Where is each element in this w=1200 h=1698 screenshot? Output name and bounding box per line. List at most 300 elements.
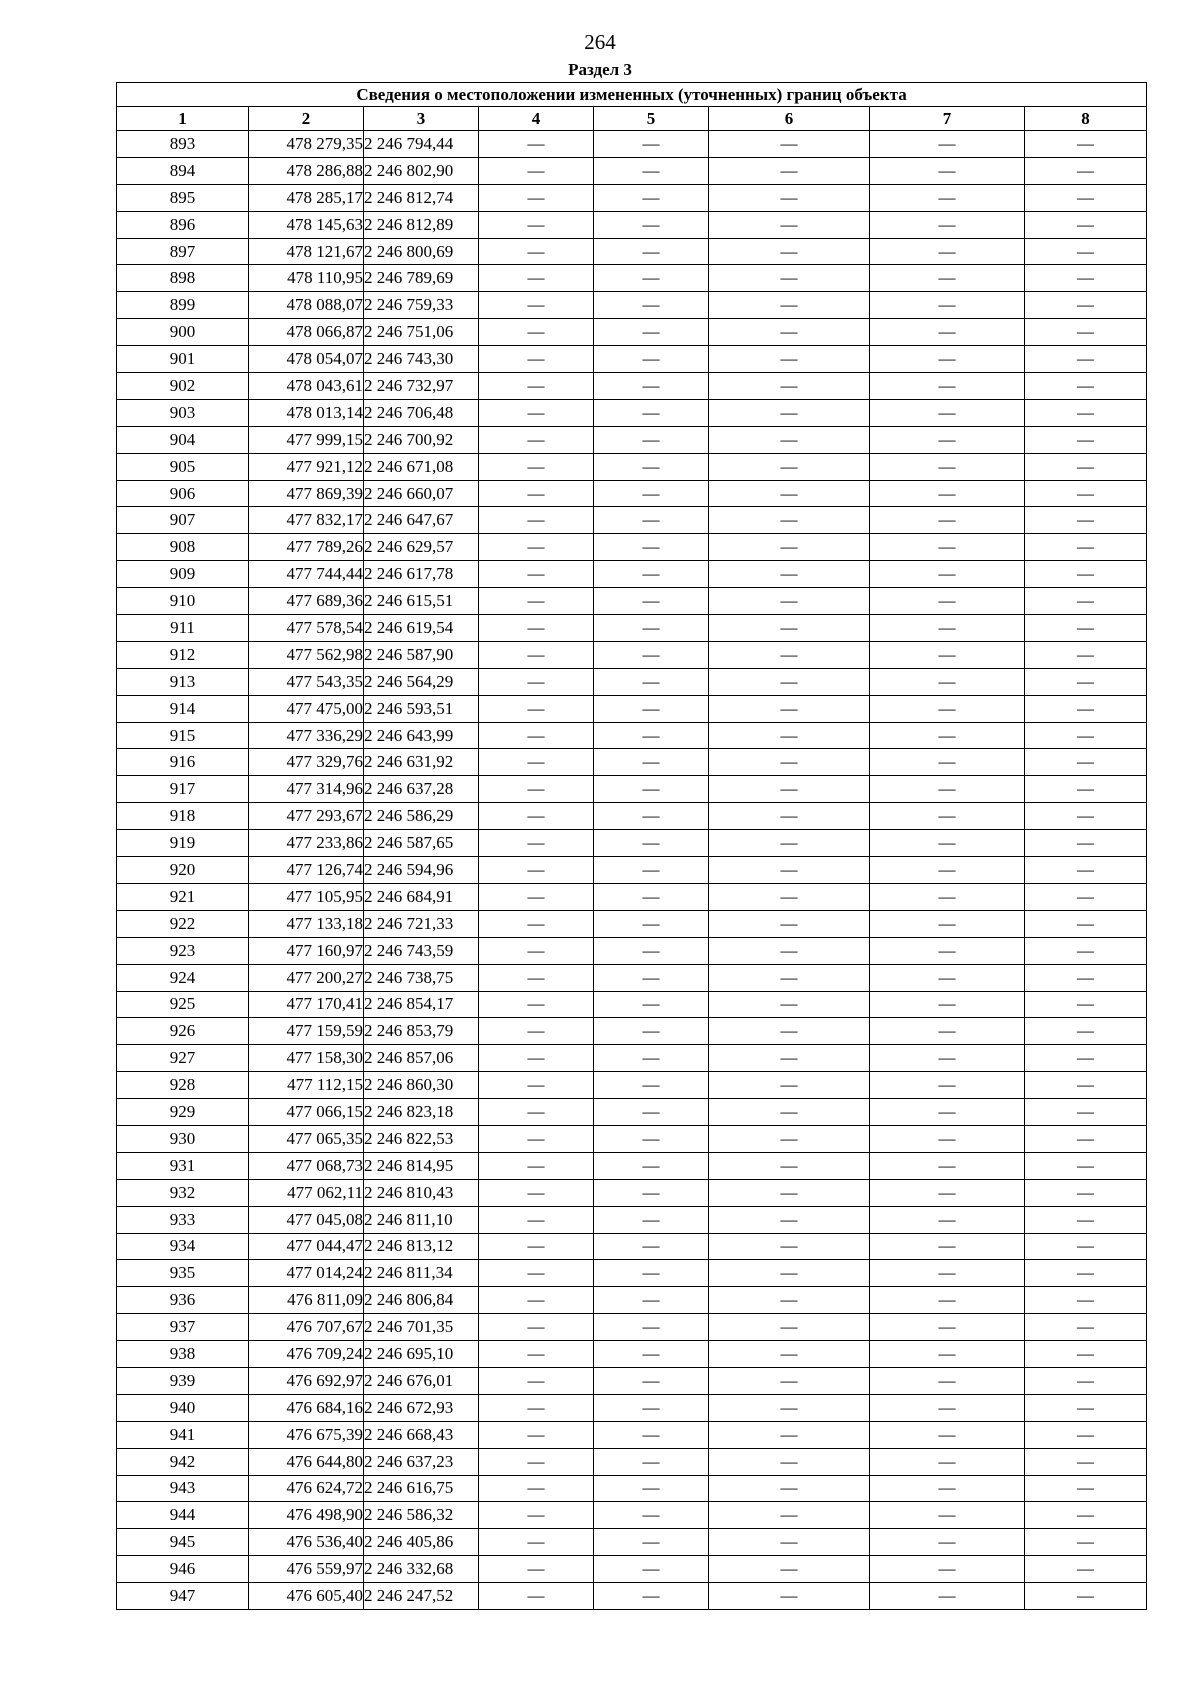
y-coordinate-cell: 2 246 802,90 (364, 157, 479, 184)
x-coordinate-cell: 477 789,26 (249, 534, 364, 561)
table-row (117, 1287, 1147, 1314)
empty-value-cell: — (479, 803, 594, 830)
x-coordinate-cell: 476 644,80 (249, 1448, 364, 1475)
empty-value-cell: — (870, 131, 1025, 158)
table-row (117, 1529, 1147, 1556)
empty-value-cell: — (870, 346, 1025, 373)
empty-value-cell: — (1025, 1179, 1147, 1206)
empty-value-cell: — (479, 937, 594, 964)
empty-value-cell: — (870, 157, 1025, 184)
empty-value-cell: — (594, 1125, 709, 1152)
empty-value-cell: — (709, 346, 870, 373)
empty-value-cell: — (594, 749, 709, 776)
y-coordinate-cell: 2 246 854,17 (364, 991, 479, 1018)
empty-value-cell: — (594, 910, 709, 937)
point-number-cell: 936 (117, 1287, 249, 1314)
empty-value-cell: — (594, 1556, 709, 1583)
empty-value-cell: — (709, 157, 870, 184)
x-coordinate-cell: 478 043,61 (249, 373, 364, 400)
empty-value-cell: — (479, 373, 594, 400)
empty-value-cell: — (870, 1287, 1025, 1314)
empty-value-cell: — (1025, 1152, 1147, 1179)
empty-value-cell: — (594, 937, 709, 964)
table-row (117, 131, 1147, 158)
empty-value-cell: — (1025, 857, 1147, 884)
point-number-cell: 929 (117, 1099, 249, 1126)
y-coordinate-cell: 2 246 732,97 (364, 373, 479, 400)
empty-value-cell: — (594, 211, 709, 238)
column-header-6: 6 (709, 107, 870, 131)
empty-value-cell: — (479, 749, 594, 776)
empty-value-cell: — (1025, 346, 1147, 373)
empty-value-cell: — (479, 292, 594, 319)
x-coordinate-cell: 476 811,09 (249, 1287, 364, 1314)
y-coordinate-cell: 2 246 637,28 (364, 776, 479, 803)
empty-value-cell: — (479, 507, 594, 534)
empty-value-cell: — (870, 1152, 1025, 1179)
empty-value-cell: — (1025, 1502, 1147, 1529)
table-row (117, 910, 1147, 937)
empty-value-cell: — (870, 1206, 1025, 1233)
x-coordinate-cell: 477 068,73 (249, 1152, 364, 1179)
empty-value-cell: — (479, 830, 594, 857)
empty-value-cell: — (479, 399, 594, 426)
empty-value-cell: — (594, 1260, 709, 1287)
y-coordinate-cell: 2 246 668,43 (364, 1421, 479, 1448)
empty-value-cell: — (870, 641, 1025, 668)
empty-value-cell: — (870, 1421, 1025, 1448)
table-row (117, 991, 1147, 1018)
table-row (117, 1502, 1147, 1529)
point-number-cell: 945 (117, 1529, 249, 1556)
point-number-cell: 895 (117, 184, 249, 211)
empty-value-cell: — (594, 1475, 709, 1502)
empty-value-cell: — (709, 1475, 870, 1502)
empty-value-cell: — (1025, 1206, 1147, 1233)
point-number-cell: 922 (117, 910, 249, 937)
y-coordinate-cell: 2 246 594,96 (364, 857, 479, 884)
table-row (117, 857, 1147, 884)
empty-value-cell: — (1025, 319, 1147, 346)
table-row (117, 803, 1147, 830)
empty-value-cell: — (1025, 641, 1147, 668)
empty-value-cell: — (870, 1529, 1025, 1556)
empty-value-cell: — (1025, 1448, 1147, 1475)
empty-value-cell: — (1025, 910, 1147, 937)
y-coordinate-cell: 2 246 247,52 (364, 1583, 479, 1610)
empty-value-cell: — (1025, 1233, 1147, 1260)
table-row (117, 1448, 1147, 1475)
table-row (117, 211, 1147, 238)
empty-value-cell: — (479, 131, 594, 158)
empty-value-cell: — (594, 238, 709, 265)
empty-value-cell: — (479, 1367, 594, 1394)
table-row (117, 1045, 1147, 1072)
y-coordinate-cell: 2 246 564,29 (364, 668, 479, 695)
table-row (117, 1125, 1147, 1152)
x-coordinate-cell: 476 536,40 (249, 1529, 364, 1556)
table-row (117, 722, 1147, 749)
empty-value-cell: — (709, 615, 870, 642)
column-header-7: 7 (870, 107, 1025, 131)
column-header-4: 4 (479, 107, 594, 131)
table-row (117, 695, 1147, 722)
empty-value-cell: — (870, 1099, 1025, 1126)
empty-value-cell: — (479, 1045, 594, 1072)
empty-value-cell: — (594, 346, 709, 373)
point-number-cell: 940 (117, 1394, 249, 1421)
empty-value-cell: — (594, 507, 709, 534)
y-coordinate-cell: 2 246 860,30 (364, 1072, 479, 1099)
table-row (117, 937, 1147, 964)
x-coordinate-cell: 478 286,88 (249, 157, 364, 184)
empty-value-cell: — (594, 1529, 709, 1556)
point-number-cell: 921 (117, 883, 249, 910)
empty-value-cell: — (709, 1125, 870, 1152)
empty-value-cell: — (1025, 1314, 1147, 1341)
y-coordinate-cell: 2 246 743,30 (364, 346, 479, 373)
x-coordinate-cell: 477 200,27 (249, 964, 364, 991)
point-number-cell: 916 (117, 749, 249, 776)
empty-value-cell: — (870, 426, 1025, 453)
empty-value-cell: — (870, 1583, 1025, 1610)
x-coordinate-cell: 477 014,24 (249, 1260, 364, 1287)
y-coordinate-cell: 2 246 789,69 (364, 265, 479, 292)
empty-value-cell: — (594, 1367, 709, 1394)
point-number-cell: 933 (117, 1206, 249, 1233)
column-header-3: 3 (364, 107, 479, 131)
y-coordinate-cell: 2 246 593,51 (364, 695, 479, 722)
empty-value-cell: — (594, 668, 709, 695)
empty-value-cell: — (709, 910, 870, 937)
empty-value-cell: — (1025, 1475, 1147, 1502)
empty-value-cell: — (870, 857, 1025, 884)
empty-value-cell: — (479, 1394, 594, 1421)
empty-value-cell: — (1025, 453, 1147, 480)
empty-value-cell: — (870, 453, 1025, 480)
y-coordinate-cell: 2 246 800,69 (364, 238, 479, 265)
empty-value-cell: — (870, 319, 1025, 346)
y-coordinate-cell: 2 246 700,92 (364, 426, 479, 453)
empty-value-cell: — (870, 1502, 1025, 1529)
point-number-cell: 896 (117, 211, 249, 238)
x-coordinate-cell: 477 158,30 (249, 1045, 364, 1072)
empty-value-cell: — (1025, 292, 1147, 319)
empty-value-cell: — (870, 1475, 1025, 1502)
empty-value-cell: — (594, 1206, 709, 1233)
point-number-cell: 899 (117, 292, 249, 319)
y-coordinate-cell: 2 246 643,99 (364, 722, 479, 749)
empty-value-cell: — (1025, 1018, 1147, 1045)
empty-value-cell: — (709, 641, 870, 668)
y-coordinate-cell: 2 246 637,23 (364, 1448, 479, 1475)
empty-value-cell: — (709, 1421, 870, 1448)
empty-value-cell: — (594, 883, 709, 910)
empty-value-cell: — (870, 399, 1025, 426)
point-number-cell: 915 (117, 722, 249, 749)
empty-value-cell: — (870, 1260, 1025, 1287)
empty-value-cell: — (479, 1260, 594, 1287)
empty-value-cell: — (479, 534, 594, 561)
empty-value-cell: — (479, 722, 594, 749)
empty-value-cell: — (479, 615, 594, 642)
empty-value-cell: — (709, 1583, 870, 1610)
empty-value-cell: — (709, 1448, 870, 1475)
empty-value-cell: — (594, 426, 709, 453)
empty-value-cell: — (870, 507, 1025, 534)
empty-value-cell: — (479, 1072, 594, 1099)
empty-value-cell: — (479, 184, 594, 211)
x-coordinate-cell: 477 543,35 (249, 668, 364, 695)
empty-value-cell: — (870, 373, 1025, 400)
empty-value-cell: — (479, 265, 594, 292)
table-row (117, 1367, 1147, 1394)
empty-value-cell: — (870, 910, 1025, 937)
x-coordinate-cell: 477 329,76 (249, 749, 364, 776)
empty-value-cell: — (709, 1529, 870, 1556)
x-coordinate-cell: 477 160,97 (249, 937, 364, 964)
column-header-8: 8 (1025, 107, 1147, 131)
point-number-cell: 934 (117, 1233, 249, 1260)
table-row (117, 1099, 1147, 1126)
table-row (117, 883, 1147, 910)
empty-value-cell: — (479, 883, 594, 910)
empty-value-cell: — (870, 238, 1025, 265)
empty-value-cell: — (870, 695, 1025, 722)
x-coordinate-cell: 476 624,72 (249, 1475, 364, 1502)
empty-value-cell: — (479, 1421, 594, 1448)
empty-value-cell: — (870, 1556, 1025, 1583)
y-coordinate-cell: 2 246 701,35 (364, 1314, 479, 1341)
empty-value-cell: — (479, 1583, 594, 1610)
empty-value-cell: — (1025, 1287, 1147, 1314)
empty-value-cell: — (1025, 480, 1147, 507)
point-number-cell: 893 (117, 131, 249, 158)
empty-value-cell: — (479, 1448, 594, 1475)
table-row (117, 964, 1147, 991)
x-coordinate-cell: 478 121,67 (249, 238, 364, 265)
x-coordinate-cell: 476 675,39 (249, 1421, 364, 1448)
x-coordinate-cell: 477 065,35 (249, 1125, 364, 1152)
empty-value-cell: — (870, 265, 1025, 292)
point-number-cell: 902 (117, 373, 249, 400)
point-number-cell: 914 (117, 695, 249, 722)
empty-value-cell: — (709, 776, 870, 803)
empty-value-cell: — (594, 695, 709, 722)
table-row (117, 346, 1147, 373)
x-coordinate-cell: 477 126,74 (249, 857, 364, 884)
point-number-cell: 912 (117, 641, 249, 668)
empty-value-cell: — (709, 749, 870, 776)
table-row (117, 507, 1147, 534)
table-row (117, 1341, 1147, 1368)
table-row (117, 373, 1147, 400)
y-coordinate-cell: 2 246 695,10 (364, 1341, 479, 1368)
column-header-row (117, 107, 1147, 131)
table-row (117, 399, 1147, 426)
empty-value-cell: — (709, 480, 870, 507)
empty-value-cell: — (709, 830, 870, 857)
page-number: 264 (584, 30, 616, 54)
empty-value-cell: — (594, 184, 709, 211)
empty-value-cell: — (870, 1179, 1025, 1206)
empty-value-cell: — (479, 1018, 594, 1045)
x-coordinate-cell: 476 605,40 (249, 1583, 364, 1610)
x-coordinate-cell: 477 832,17 (249, 507, 364, 534)
table-row (117, 1314, 1147, 1341)
empty-value-cell: — (594, 399, 709, 426)
empty-value-cell: — (709, 1179, 870, 1206)
empty-value-cell: — (709, 319, 870, 346)
empty-value-cell: — (1025, 1529, 1147, 1556)
empty-value-cell: — (870, 937, 1025, 964)
empty-value-cell: — (479, 211, 594, 238)
empty-value-cell: — (709, 857, 870, 884)
empty-value-cell: — (594, 534, 709, 561)
y-coordinate-cell: 2 246 615,51 (364, 588, 479, 615)
empty-value-cell: — (594, 265, 709, 292)
x-coordinate-cell: 478 285,17 (249, 184, 364, 211)
empty-value-cell: — (594, 803, 709, 830)
column-header-5: 5 (594, 107, 709, 131)
empty-value-cell: — (1025, 937, 1147, 964)
empty-value-cell: — (709, 1233, 870, 1260)
empty-value-cell: — (1025, 561, 1147, 588)
point-number-cell: 947 (117, 1583, 249, 1610)
point-number-cell: 919 (117, 830, 249, 857)
y-coordinate-cell: 2 246 857,06 (364, 1045, 479, 1072)
x-coordinate-cell: 477 578,54 (249, 615, 364, 642)
x-coordinate-cell: 478 279,35 (249, 131, 364, 158)
table-row (117, 641, 1147, 668)
empty-value-cell: — (709, 534, 870, 561)
empty-value-cell: — (709, 1206, 870, 1233)
empty-value-cell: — (870, 292, 1025, 319)
point-number-cell: 925 (117, 991, 249, 1018)
table-row (117, 480, 1147, 507)
empty-value-cell: — (479, 1125, 594, 1152)
empty-value-cell: — (479, 346, 594, 373)
y-coordinate-cell: 2 246 811,10 (364, 1206, 479, 1233)
empty-value-cell: — (1025, 668, 1147, 695)
empty-value-cell: — (594, 1045, 709, 1072)
empty-value-cell: — (594, 131, 709, 158)
empty-value-cell: — (870, 1233, 1025, 1260)
empty-value-cell: — (1025, 1556, 1147, 1583)
x-coordinate-cell: 477 066,15 (249, 1099, 364, 1126)
empty-value-cell: — (594, 1421, 709, 1448)
y-coordinate-cell: 2 246 812,89 (364, 211, 479, 238)
y-coordinate-cell: 2 246 619,54 (364, 615, 479, 642)
point-number-cell: 909 (117, 561, 249, 588)
table-row (117, 1475, 1147, 1502)
table-row (117, 238, 1147, 265)
table-row (117, 561, 1147, 588)
point-number-cell: 926 (117, 1018, 249, 1045)
empty-value-cell: — (479, 1099, 594, 1126)
x-coordinate-cell: 476 559,97 (249, 1556, 364, 1583)
empty-value-cell: — (709, 722, 870, 749)
y-coordinate-cell: 2 246 586,32 (364, 1502, 479, 1529)
empty-value-cell: — (1025, 1394, 1147, 1421)
empty-value-cell: — (709, 1502, 870, 1529)
empty-value-cell: — (479, 857, 594, 884)
empty-value-cell: — (709, 695, 870, 722)
empty-value-cell: — (479, 1287, 594, 1314)
x-coordinate-cell: 477 293,67 (249, 803, 364, 830)
point-number-cell: 932 (117, 1179, 249, 1206)
table-row (117, 1152, 1147, 1179)
y-coordinate-cell: 2 246 617,78 (364, 561, 479, 588)
empty-value-cell: — (1025, 588, 1147, 615)
empty-value-cell: — (709, 1287, 870, 1314)
empty-value-cell: — (1025, 1341, 1147, 1368)
empty-value-cell: — (594, 776, 709, 803)
x-coordinate-cell: 477 112,15 (249, 1072, 364, 1099)
empty-value-cell: — (870, 211, 1025, 238)
table-row (117, 292, 1147, 319)
empty-value-cell: — (1025, 238, 1147, 265)
point-number-cell: 920 (117, 857, 249, 884)
table-row (117, 184, 1147, 211)
empty-value-cell: — (479, 480, 594, 507)
empty-value-cell: — (479, 1475, 594, 1502)
empty-value-cell: — (709, 1367, 870, 1394)
empty-value-cell: — (1025, 157, 1147, 184)
table-row (117, 749, 1147, 776)
y-coordinate-cell: 2 246 672,93 (364, 1394, 479, 1421)
empty-value-cell: — (870, 1448, 1025, 1475)
empty-value-cell: — (870, 1125, 1025, 1152)
point-number-cell: 924 (117, 964, 249, 991)
empty-value-cell: — (594, 1314, 709, 1341)
x-coordinate-cell: 478 054,07 (249, 346, 364, 373)
point-number-cell: 946 (117, 1556, 249, 1583)
empty-value-cell: — (709, 964, 870, 991)
empty-value-cell: — (870, 480, 1025, 507)
empty-value-cell: — (1025, 426, 1147, 453)
x-coordinate-cell: 477 562,98 (249, 641, 364, 668)
empty-value-cell: — (594, 857, 709, 884)
y-coordinate-cell: 2 246 586,29 (364, 803, 479, 830)
empty-value-cell: — (709, 991, 870, 1018)
empty-value-cell: — (870, 615, 1025, 642)
empty-value-cell: — (709, 399, 870, 426)
point-number-cell: 910 (117, 588, 249, 615)
empty-value-cell: — (709, 373, 870, 400)
point-number-cell: 905 (117, 453, 249, 480)
empty-value-cell: — (870, 534, 1025, 561)
empty-value-cell: — (479, 964, 594, 991)
point-number-cell: 939 (117, 1367, 249, 1394)
table-row (117, 426, 1147, 453)
x-coordinate-cell: 477 744,44 (249, 561, 364, 588)
empty-value-cell: — (594, 1583, 709, 1610)
empty-value-cell: — (709, 426, 870, 453)
x-coordinate-cell: 477 062,11 (249, 1179, 364, 1206)
empty-value-cell: — (479, 1314, 594, 1341)
empty-value-cell: — (709, 937, 870, 964)
empty-value-cell: — (709, 507, 870, 534)
empty-value-cell: — (1025, 1072, 1147, 1099)
x-coordinate-cell: 477 045,08 (249, 1206, 364, 1233)
empty-value-cell: — (709, 1072, 870, 1099)
empty-value-cell: — (870, 1341, 1025, 1368)
table-row (117, 1421, 1147, 1448)
x-coordinate-cell: 476 498,90 (249, 1502, 364, 1529)
point-number-cell: 906 (117, 480, 249, 507)
y-coordinate-cell: 2 246 813,12 (364, 1233, 479, 1260)
